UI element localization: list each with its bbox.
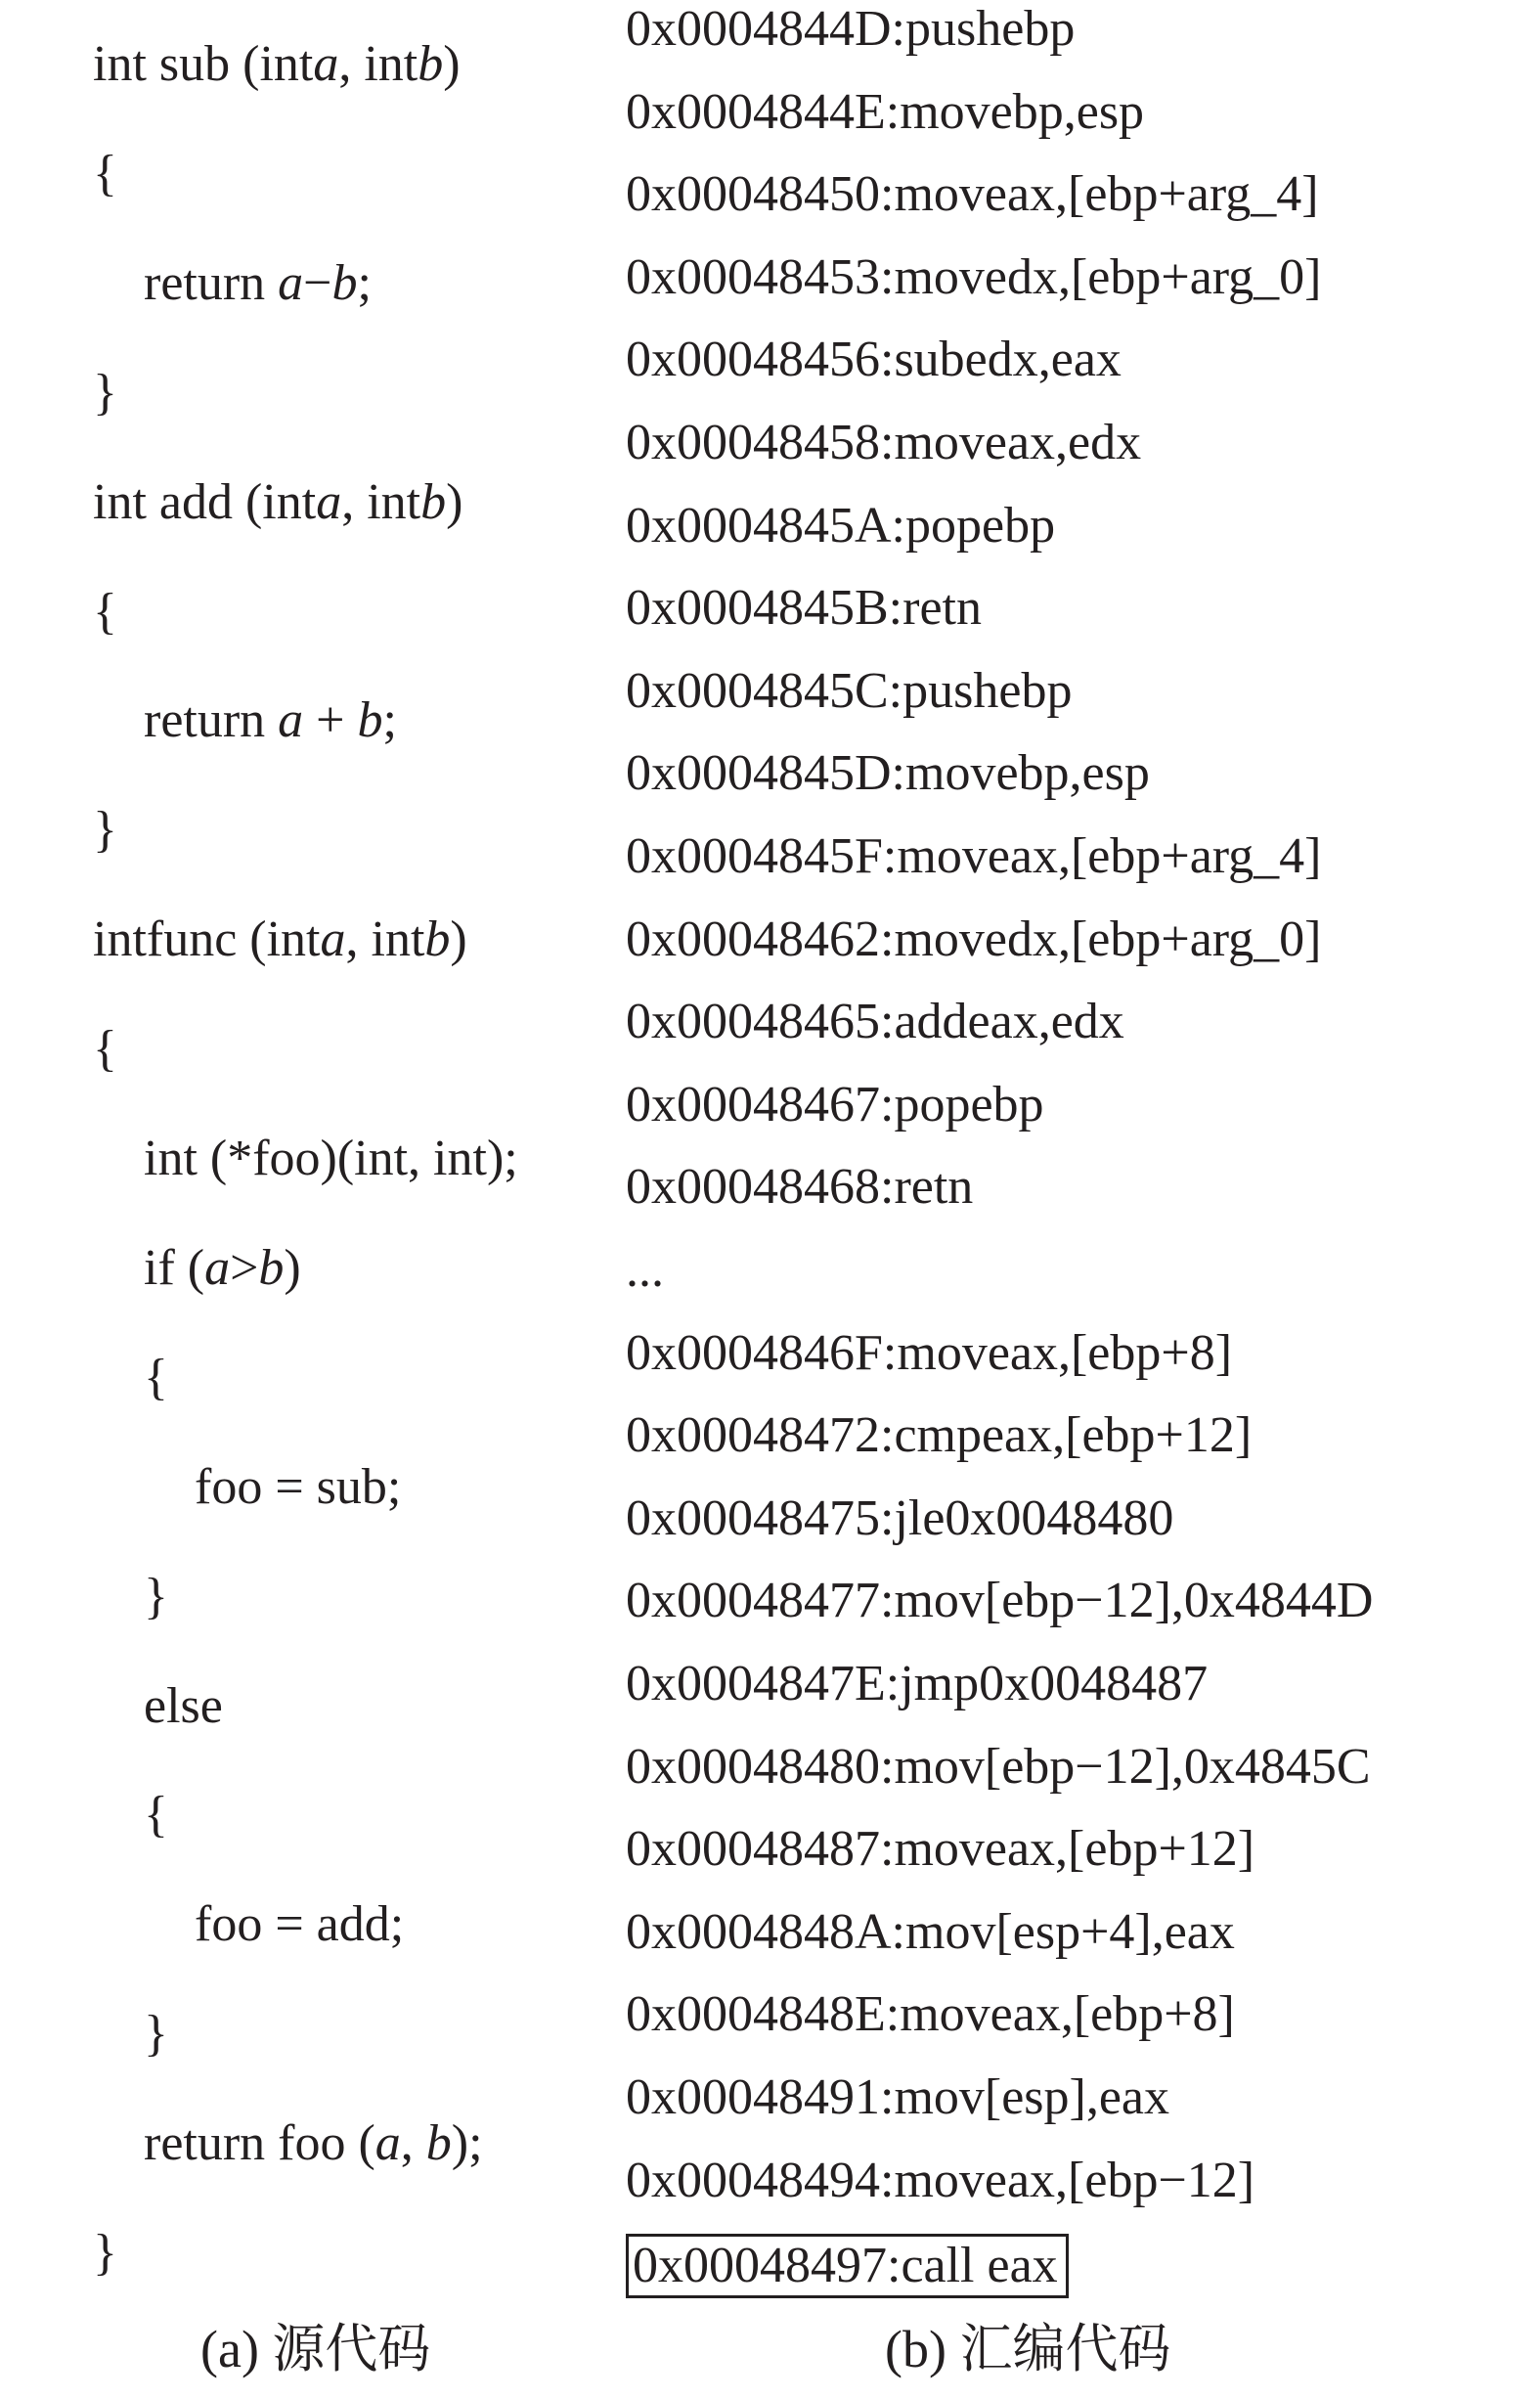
assembly-line: 0x0004846F:moveax,[ebp+8] — [626, 1324, 1233, 1381]
code-token: ); — [451, 2115, 483, 2172]
source-line — [144, 254, 372, 313]
code-token: return — [144, 254, 279, 311]
source-line — [144, 1349, 168, 1407]
variable-token: a — [278, 254, 304, 311]
source-line — [144, 691, 397, 750]
assembly-line: 0x0004847E:jmp0x0048487 — [626, 1656, 1209, 1711]
code-token: foo = sub; — [195, 1458, 402, 1515]
code-token: ) — [446, 473, 463, 530]
source-line — [93, 145, 117, 203]
source-line — [93, 583, 117, 642]
code-token: { — [93, 145, 117, 201]
code-token: { — [93, 1021, 117, 1078]
assembly-line: 0x0004845B:retn — [626, 580, 982, 637]
source-line — [93, 801, 117, 860]
source-line — [93, 473, 462, 532]
code-token: if ( — [144, 1239, 205, 1296]
variable-token: a — [320, 911, 346, 968]
source-line — [93, 911, 467, 969]
assembly-line: 0x0004845D:movebp,esp — [626, 745, 1150, 802]
variable-token: b — [357, 692, 383, 749]
assembly-line: 0x00048491:mov[esp],eax — [626, 2069, 1170, 2125]
code-token: { — [144, 1787, 168, 1844]
variable-token: a — [278, 692, 304, 749]
code-token: ; — [382, 692, 397, 749]
code-token: ) — [443, 36, 461, 92]
variable-token: b — [424, 911, 451, 968]
code-token: ; — [357, 254, 372, 311]
source-line — [144, 1677, 223, 1736]
code-token: foo = add; — [195, 1896, 405, 1953]
code-token: return — [144, 692, 279, 749]
code-token: } — [93, 364, 117, 421]
code-token: { — [93, 583, 117, 640]
variable-token: b — [331, 254, 358, 311]
code-token: , — [400, 2115, 426, 2172]
code-token: else — [144, 1677, 223, 1734]
assembly-line: 0x0004844E:movebp,esp — [626, 83, 1145, 140]
assembly-line: 0x0004848A:mov[esp+4],eax — [626, 1903, 1235, 1960]
assembly-line: 0x0004848E:moveax,[ebp+8] — [626, 1986, 1235, 2043]
code-token: + — [303, 692, 358, 749]
code-token: return foo ( — [144, 2115, 375, 2172]
variable-token: a — [316, 473, 342, 530]
assembly-line: 0x0004845A:popebp — [626, 497, 1056, 554]
source-line — [144, 1130, 518, 1188]
code-token: , int — [338, 36, 418, 92]
code-token: } — [144, 1568, 168, 1624]
highlighted-call-instruction: 0x00048497:call eax — [626, 2234, 1069, 2298]
code-token: , int — [341, 473, 421, 530]
code-token: } — [93, 802, 117, 859]
variable-token: a — [313, 36, 339, 92]
variable-token: b — [425, 2115, 452, 2172]
variable-token: b — [258, 1239, 285, 1296]
code-token: } — [93, 2225, 117, 2281]
code-token: > — [230, 1239, 259, 1296]
code-token: int add (int — [93, 473, 317, 530]
source-line — [144, 1239, 301, 1298]
assembly-line: 0x00048494:moveax,[ebp−12] — [626, 2152, 1255, 2208]
code-token: ) — [284, 1239, 301, 1296]
source-line — [144, 2114, 483, 2173]
assembly-line: 0x00048458:moveax,edx — [626, 415, 1142, 470]
assembly-line: 0x00048450:moveax,[ebp+arg_4] — [626, 166, 1319, 223]
code-token: { — [144, 1349, 168, 1405]
assembly-line: 0x0004845C:pushebp — [626, 662, 1073, 719]
assembly-line: 0x0004845F:moveax,[ebp+arg_4] — [626, 828, 1322, 884]
variable-token: a — [204, 1239, 231, 1296]
assembly-line: 0x00048453:movedx,[ebp+arg_0] — [626, 248, 1322, 305]
assembly-line: 0x00048467:popebp — [626, 1076, 1044, 1133]
assembly-line: 0x00048477:mov[ebp−12],0x4844D — [626, 1573, 1374, 1629]
source-line — [144, 1786, 168, 1844]
assembly-line: 0x00048468:retn — [626, 1159, 974, 1216]
source-line — [93, 35, 461, 94]
source-line — [93, 364, 117, 422]
source-caption: (a) 源代码 — [200, 2320, 431, 2378]
assembly-line: 0x00048475:jle0x0048480 — [626, 1489, 1174, 1546]
variable-token: a — [374, 2115, 401, 2172]
code-token: int sub (int — [93, 36, 314, 92]
source-line — [195, 1458, 401, 1517]
assembly-line: 0x00048465:addeax,edx — [626, 994, 1124, 1050]
assembly-line: 0x00048462:movedx,[ebp+arg_0] — [626, 911, 1322, 967]
source-line — [144, 2005, 168, 2064]
code-token: − — [303, 254, 332, 311]
code-token: , int — [345, 911, 425, 968]
assembly-line: 0x00048456:subedx,eax — [626, 332, 1122, 388]
source-line — [195, 1895, 404, 1954]
code-token: int (*foo)(int, int); — [144, 1131, 518, 1186]
assembly-line: 0x00048487:moveax,[ebp+12] — [626, 1821, 1255, 1878]
assembly-line: 0x0004844D:pushebp — [626, 1, 1076, 57]
code-token: intfunc (int — [93, 911, 321, 968]
source-line — [93, 2224, 117, 2283]
code-token: } — [144, 2006, 168, 2063]
assembly-caption: (b) 汇编代码 — [885, 2320, 1171, 2378]
source-line — [144, 1568, 168, 1626]
assembly-line: 0x00048480:mov[ebp−12],0x4845C — [626, 1738, 1371, 1795]
assembly-line: ... — [626, 1242, 664, 1298]
variable-token: b — [420, 473, 447, 530]
variable-token: b — [418, 36, 444, 92]
source-line — [93, 1020, 117, 1079]
assembly-line: 0x00048472:cmpeax,[ebp+12] — [626, 1407, 1253, 1464]
code-token: ) — [450, 911, 467, 968]
